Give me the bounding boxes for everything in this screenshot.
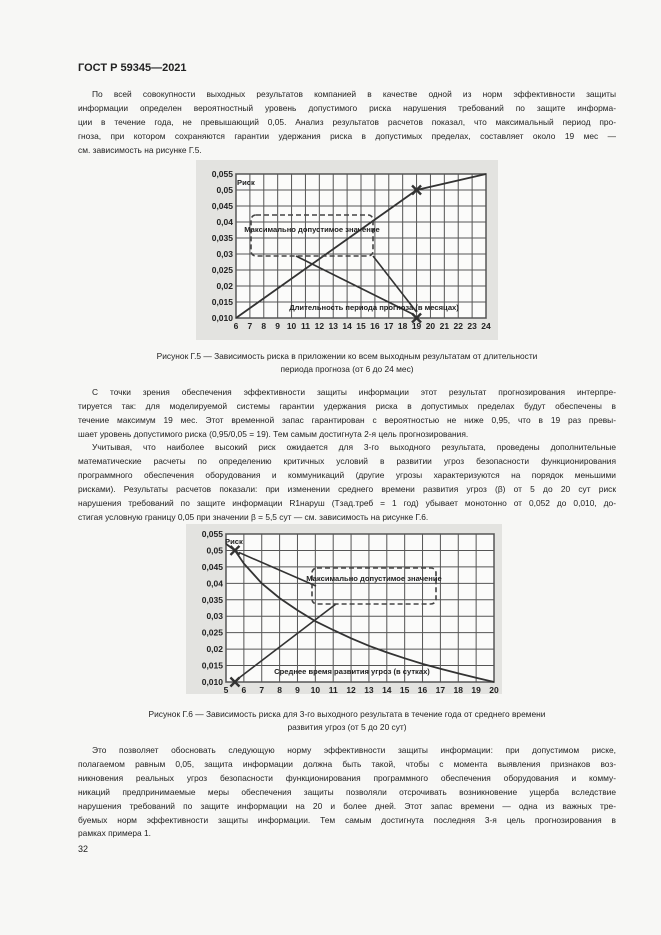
paragraph-line: информации определен вероятностный уровень допустимого риска нарушения требований по защите информа- — [78, 102, 616, 113]
y-tick-label: 0,02 — [216, 281, 233, 291]
annotation-label: Максимально допустимое значение — [306, 574, 442, 583]
x-axis-label: Среднее время развития угроз (в сутках) — [274, 667, 430, 676]
x-tick-label: 13 — [328, 321, 338, 331]
document-header: ГОСТ Р 59345—2021 — [78, 62, 187, 74]
x-tick-label: 14 — [342, 321, 352, 331]
annotation-label: Максимально допустимое значение — [244, 225, 380, 234]
y-tick-label: 0,025 — [211, 265, 233, 275]
figure-g6-caption — [78, 708, 616, 733]
plot-area — [226, 534, 494, 682]
figure-g5-chart — [196, 160, 498, 340]
paragraph-line: течение максимум 19 мес. Этот временной запас гарантирован с вероятностью не ниже 0,95, что в 19 раз превы- — [78, 414, 616, 425]
y-tick-label: 0,055 — [211, 169, 233, 179]
x-tick-label: 19 — [411, 321, 422, 331]
paragraph-line: рамках примера 1. — [78, 828, 152, 839]
paragraph-line: программного обеспечения оборудования и коммуникаций (другие угрозы характеризуются на порядок меньшими — [78, 469, 616, 480]
x-tick-label: 16 — [370, 321, 380, 331]
y-tick-label: 0,010 — [211, 313, 233, 323]
paragraph-line: гноза, при котором сохраняются гарантии удержания риска в допустимых пределах, составляет около 19 мес — — [78, 130, 616, 141]
x-tick-label: 8 — [261, 321, 267, 331]
x-tick-label: 10 — [286, 321, 297, 331]
paragraph-3 — [78, 441, 616, 524]
paragraph-line: никновения реальных угроз безопасности функционирования программного обеспечения оборудования и комму- — [78, 772, 616, 783]
x-tick-label: 20 — [425, 321, 436, 331]
y-tick-label: 0,04 — [206, 578, 223, 589]
paragraph-line: тируется так: для моделируемой системы гарантии удержания риска в допустимых пределах будут обеспечены в — [78, 400, 616, 411]
y-tick-label: 0,045 — [201, 561, 223, 572]
x-axis-label: Длительность периода прогноза (в месяцах) — [289, 303, 459, 312]
paragraph-2 — [78, 386, 616, 442]
y-tick-label: 0,04 — [216, 217, 233, 227]
x-tick-label: 22 — [453, 321, 463, 331]
y-tick-label: 0,05 — [216, 185, 233, 195]
caption-line: развития угроз (от 5 до 20 сут) — [287, 721, 407, 732]
paragraph-line: С точки зрения обеспечения эффективности защиты информации этот результат прогнозирования интерпре- — [92, 387, 616, 397]
y-tick-label: 0,025 — [201, 627, 223, 638]
paragraph-4 — [78, 744, 616, 841]
x-tick-label: 16 — [417, 685, 428, 694]
x-tick-label: 23 — [467, 321, 477, 331]
paragraph-line: буемых норм эффективности защиты информации. Тем самым достигнута последняя 3-я цель прогнозирования в — [78, 814, 616, 825]
x-tick-label: 21 — [439, 321, 450, 331]
y-tick-label: 0,035 — [211, 233, 233, 243]
paragraph-line: рисками). Результаты расчетов показали: при изменении среднего времени развития угроз (β) от 5 до 20 сут риск — [78, 483, 616, 494]
y-tick-label: 0,03 — [206, 611, 223, 622]
caption-line: Рисунок Г.5 — Зависимость риска в приложении ко всем выходным результатам от длительности — [156, 351, 538, 361]
y-tick-label: 0,035 — [201, 594, 223, 605]
y-tick-label: 0,055 — [201, 529, 223, 539]
paragraph-1 — [78, 88, 616, 158]
paragraph-line: нарушения требований по защите информации на 20 и более дней. Этот запас времени — одна из важных тре- — [78, 800, 616, 811]
x-tick-label: 6 — [233, 321, 239, 331]
x-tick-label: 9 — [275, 321, 281, 331]
y-tick-label: 0,05 — [206, 545, 223, 556]
paragraph-line: шает уровень допустимого риска (0,95/0,05 = 19). Тем самым достигнута 2-я цель прогнозирования. — [78, 428, 469, 439]
x-tick-label: 13 — [364, 685, 374, 694]
x-tick-label: 14 — [382, 685, 392, 694]
page-number: 32 — [78, 844, 89, 854]
y-tick-label: 0,045 — [211, 201, 233, 211]
x-tick-label: 15 — [356, 321, 366, 331]
paragraph-line: см. зависимость на рисунке Г.5. — [78, 144, 202, 155]
y-axis-label: Риск — [237, 178, 255, 187]
x-tick-label: 7 — [247, 321, 253, 331]
paragraph-line: ции в течение года, не превышающий 0,05. Анализ результатов расчетов показал, что максимальный период про- — [78, 116, 616, 127]
y-tick-label: 0,02 — [206, 644, 223, 655]
x-tick-label: 15 — [399, 685, 410, 694]
x-tick-label: 10 — [310, 685, 321, 694]
y-axis-label: Риск — [225, 537, 243, 546]
y-tick-label: 0,010 — [201, 677, 223, 687]
y-tick-label: 0,015 — [211, 297, 233, 307]
x-tick-label: 18 — [397, 321, 408, 331]
x-tick-label: 12 — [346, 685, 356, 694]
x-tick-label: 9 — [295, 685, 300, 694]
x-tick-label: 18 — [453, 685, 464, 694]
y-tick-label: 0,015 — [201, 660, 223, 671]
x-tick-label: 19 — [471, 685, 481, 694]
figure-g6-chart — [186, 524, 502, 694]
paragraph-line: никаций предпринимаемые меры обеспечения защиты позволяли отсрочивать возникновение ущерба вследствие — [78, 786, 616, 797]
x-tick-label: 8 — [277, 685, 282, 694]
caption-line: Рисунок Г.6 — Зависимость риска для 3-го выходного результата в течение года от среднего времени — [148, 709, 546, 719]
figure-g5-caption — [78, 350, 616, 375]
x-tick-label: 12 — [314, 321, 325, 331]
x-tick-label: 17 — [435, 685, 446, 694]
x-tick-label: 11 — [328, 685, 338, 694]
y-tick-label: 0,03 — [216, 249, 233, 259]
paragraph-line: нарушения требований по защите информации R1наруш (Tзад.треб = 1 год) убывает монотонно от 0,052 до 0,010, до- — [78, 497, 616, 508]
paragraph-line: По всей совокупности выходных результатов компанией в качестве одной из норм эффективности защиты — [92, 89, 616, 99]
x-tick-label: 5 — [223, 685, 229, 694]
paragraph-line: математические расчеты по определению критичных условий в развитии угроз безопасности функционирования — [78, 455, 616, 466]
caption-line: периода прогноза (от 6 до 24 мес) — [280, 363, 414, 374]
x-tick-label: 11 — [300, 321, 310, 331]
x-tick-label: 17 — [384, 321, 394, 331]
paragraph-line: стигая условную границу 0,05 при значении β = 5,5 сут — см. зависимость на рисунке Г.6. — [78, 511, 429, 522]
x-tick-label: 6 — [241, 685, 247, 694]
x-tick-label: 7 — [259, 685, 265, 694]
paragraph-line: полагаемом равным 0,05, защита информации должна быть такой, чтобы с момента выявления признаков воз- — [78, 758, 616, 769]
x-tick-label: 20 — [489, 685, 499, 694]
x-tick-label: 24 — [481, 321, 491, 331]
paragraph-line: Учитывая, что наиболее высокий риск ожидается для 3-го выходного результата, проведены дополнительные — [92, 442, 616, 452]
paragraph-line: Это позволяет обосновать следующую норму эффективности защиты информации: при допустимом риске, — [92, 745, 616, 755]
